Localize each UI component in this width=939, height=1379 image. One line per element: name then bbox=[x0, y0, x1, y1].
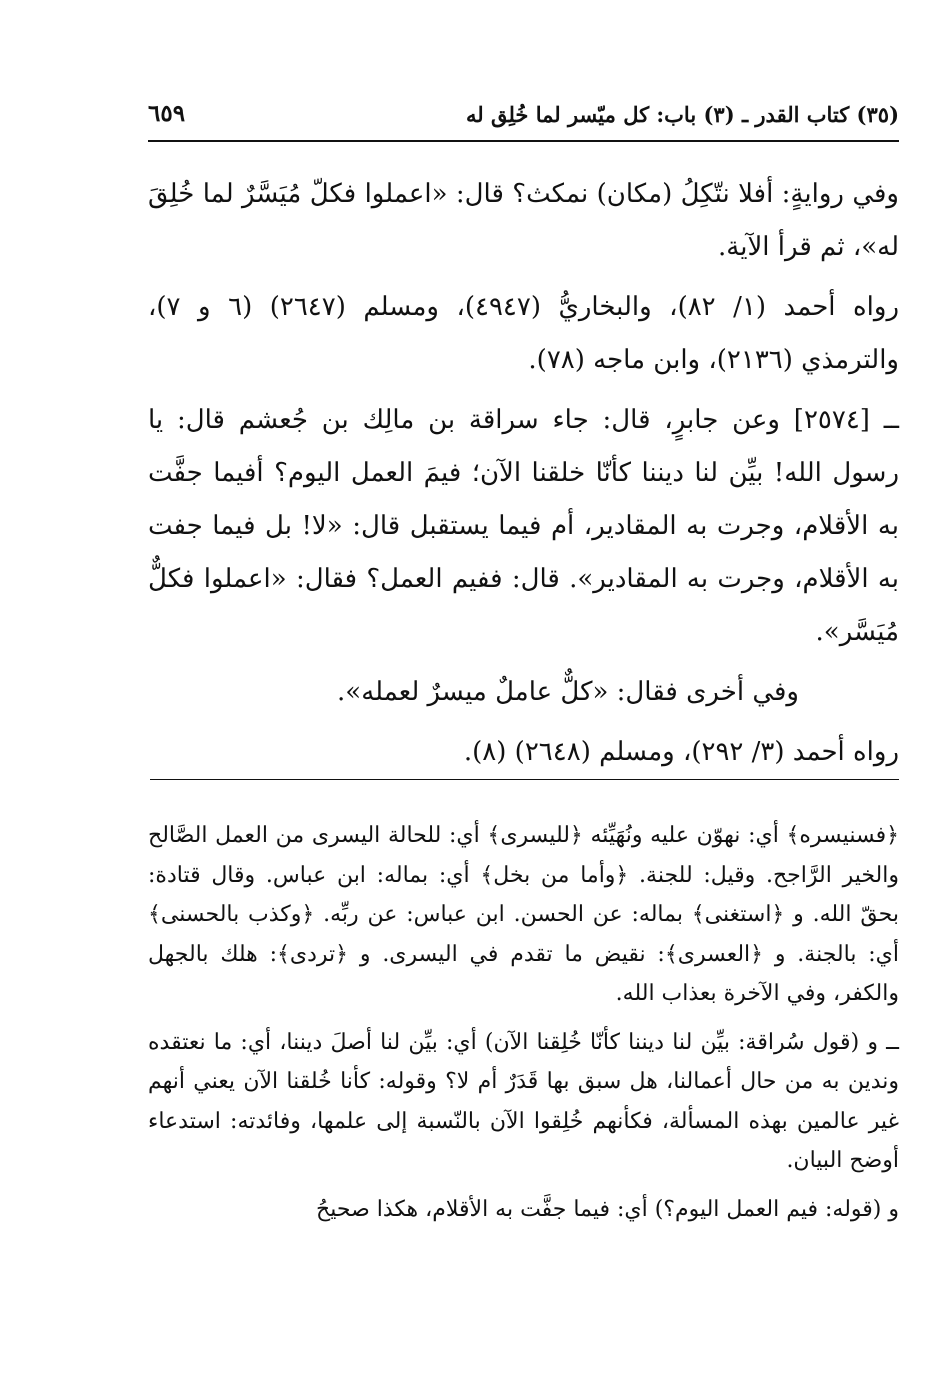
commentary-paragraph: ــ و (قول سُراقة: بيِّن لنا ديننا كأنّا خُلِقنا الآن) أي: بيِّن لنا أصلَ ديننا، أي: ما نعتقده وندين به من حال أعمالنا، هل سبق بها قَدَرٌ أم لا؟ وقوله: كأنا خُلقنا الآن يعني أنهم غير عالمين بهذه المسألة، فكأنهم خُلِقوا الآن بالنّسبة إلى علمها، وفائدته: استدعاء أوضح البيان. bbox=[148, 1029, 899, 1173]
commentary-paragraph: و (قوله: فيم العمل اليوم؟) أي: فيما جفَّت به الأقلام، هكذا صحيحُ bbox=[316, 1196, 899, 1222]
commentary bbox=[148, 816, 899, 1238]
main-paragraph: وفي روايةٍ: أفلا نتّكِلُ (مكان) نمكث؟ قال: «اعملوا فكلّ مُيَسَّرٌ لما خُلِقَ له»، ثم قرأ الآية. bbox=[148, 179, 899, 262]
hadith-paragraph: ــ [٢٥٧٤] وعن جابرٍ، قال: جاء سراقة بن مالِك بن جُعشم قال: يا رسول الله! بيِّن لنا ديننا كأنّا خلقنا الآن؛ فيمَ العمل اليوم؟ أفيما جفَّت به الأقلام، وجرت به المقادير، أم فيما يستقبل قال: «لا! بل فيما جفت به الأقلام، وجرت به المقادير». قال: ففيم العمل؟ فقال: «اعملوا فكلٌّ مُيَسَّر». bbox=[148, 405, 899, 647]
page-number: ٦٥٩ bbox=[148, 100, 186, 127]
commentary-paragraph: ﴿فسنيسره﴾ أي: نهوّن عليه ونُهَيِّئه ﴿لليسرى﴾ أي: للحالة اليسرى من العمل الصَّالح والخير الرَّاجح. وقيل: للجنة. ﴿وأما من بخل﴾ أي: بماله: ابن عباس. وقال قتادة: بحقّ الله. و ﴿استغنى﴾ بماله: عن الحسن. ابن عباس: عن ربِّه. ﴿وكذب بالحسنى﴾ أي: بالجنة. و ﴿العسرى﴾: نقيض ما تقدم في اليسرى. و ﴿تردى﴾: هلك بالجهل والكفر، وفي الآخرة بعذاب الله. bbox=[148, 823, 899, 1006]
header-rule bbox=[148, 140, 899, 142]
running-title: (٣٥) كتاب القدر ـ (٣) باب: كل ميّسر لما خُلِق له bbox=[466, 102, 899, 127]
page-header bbox=[148, 98, 899, 134]
main-text bbox=[148, 168, 899, 786]
footnote-separator bbox=[150, 779, 899, 780]
main-paragraph: وفي أخرى فقال: «كلٌّ عاملٌ ميسرٌ لعمله». bbox=[337, 677, 799, 707]
main-paragraph: رواه أحمد (٣/ ٢٩٢)، ومسلم (٢٦٤٨) (٨). bbox=[463, 737, 899, 767]
main-paragraph: رواه أحمد (١/ ٨٢)، والبخاريُّ (٤٩٤٧)، ومسلم (٢٦٤٧) (٦ و ٧)، والترمذي (٢١٣٦)، وابن ماجه (٧٨). bbox=[148, 292, 899, 375]
